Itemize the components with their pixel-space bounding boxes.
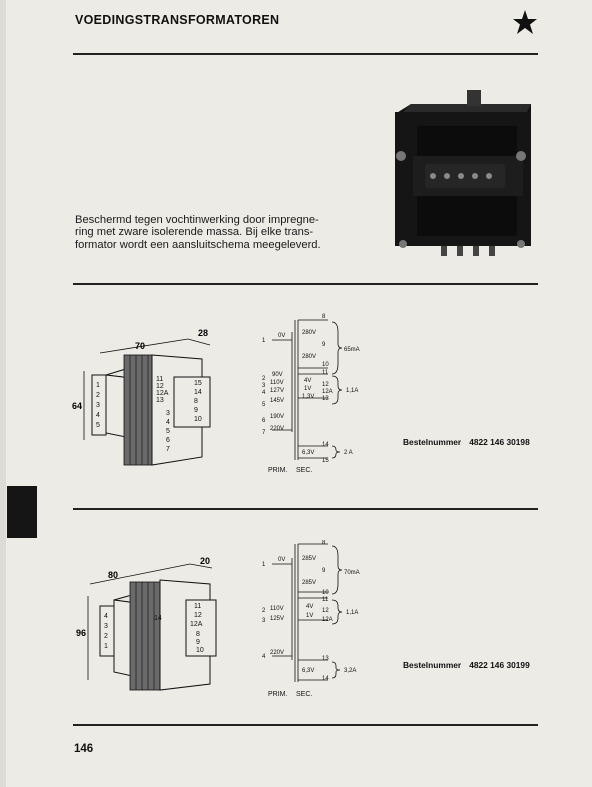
rule-mid-1 (73, 283, 538, 285)
t1-tap-220v: 220V (270, 426, 285, 432)
t1-sec-pin-12: 12 (156, 383, 164, 390)
t2-sec-label: SEC. (296, 691, 313, 698)
t1-sec-pin-8: 8 (322, 314, 326, 320)
transformer-2-schematic (258, 540, 378, 700)
t2-current-70ma: 70mA (344, 570, 360, 576)
t2-right-pin-12a: 12A (190, 621, 203, 628)
t1-sec-pin-12: 12 (322, 382, 329, 388)
section-tab (7, 486, 37, 538)
t1-prim-pin-2-label: 2 (262, 376, 266, 382)
t1-sec-pin-12a: 12A (322, 389, 333, 395)
t1-sec-pin-11: 11 (322, 370, 329, 376)
t1-sec-pin-13: 13 (156, 397, 164, 404)
t1-tap-190v: 190V (270, 414, 285, 420)
t1-prim-pin-3: 3 (166, 410, 170, 417)
t1-sec-pin-10: 10 (322, 362, 329, 368)
t2-right-pin-8: 8 (196, 631, 200, 638)
t2-sec-pin-14: 14 (322, 676, 329, 682)
t1-prim-pin-6-label: 6 (262, 418, 266, 424)
t1-front-pin-4: 4 (96, 412, 100, 419)
order-label-1: Bestelnummer (403, 437, 462, 447)
t2-tap-125v: 125V (270, 616, 285, 622)
t1-front-pin-1: 1 (96, 382, 100, 389)
t1-right-pin-15: 15 (194, 380, 202, 387)
order-label-2: Bestelnummer (403, 660, 462, 670)
t1-prim-label: PRIM. (268, 467, 288, 474)
t1-tap-110v: 110V (270, 380, 284, 386)
t1-current-1-1a: 1,1A (346, 388, 359, 394)
t2-dim-height: 96 (76, 628, 87, 638)
t2-right-pin-10: 10 (196, 647, 204, 654)
t1-right-pin-10: 10 (194, 416, 202, 423)
t2-sec-pin-11: 11 (322, 597, 329, 603)
t1-prim-pin-7: 7 (166, 446, 170, 453)
t1-current-65ma: 65mA (344, 347, 360, 353)
t1-prim-pin-1-label: 1 (262, 338, 266, 344)
t2-sec-pin-12: 12 (322, 608, 329, 614)
t2-sec-tap-1v: 1V (306, 613, 314, 619)
page-title: VOEDINGSTRANSFORMATOREN (75, 13, 280, 27)
t1-sec-pin-13: 13 (322, 396, 329, 402)
t2-left-pin-3: 3 (104, 623, 108, 630)
rule-bottom (73, 724, 538, 726)
t2-sec-tap-4v: 4V (306, 604, 314, 610)
order-line-2 (403, 660, 530, 670)
order-line-1 (403, 437, 530, 447)
t2-sec-pin-13: 13 (322, 656, 329, 662)
star-icon (512, 9, 538, 35)
t1-front-pin-3: 3 (96, 402, 100, 409)
t1-sec-pin-15: 15 (322, 458, 329, 464)
order-number-1: 4822 146 30198 (469, 437, 530, 447)
t2-current-3-2a: 3,2A (344, 668, 357, 674)
t1-tap-0v: 0V (278, 333, 286, 339)
t1-sec-label: SEC. (296, 467, 313, 474)
t1-prim-pin-5: 5 (166, 428, 170, 435)
t2-sec-tap-285v-a: 285V (302, 556, 317, 562)
t2-tap-110v: 110V (270, 606, 284, 612)
description-line-2: ring met zware isolerende massa. Bij elke trans- (75, 226, 314, 239)
t1-right-pin-9: 9 (194, 407, 198, 414)
t2-prim-pin-1-label: 1 (262, 562, 266, 568)
t1-tap-127v: 127V (270, 388, 285, 394)
t2-sec-pin-8: 8 (322, 540, 326, 546)
t1-right-pin-8: 8 (194, 398, 198, 405)
t1-dim-depth: 28 (198, 328, 209, 338)
t1-current-2a: 2 A (344, 450, 353, 456)
t2-sec-tap-285v-b: 285V (302, 580, 317, 586)
t1-prim-pin-3-label: 3 (262, 383, 266, 389)
t2-left-pin-4: 4 (104, 613, 108, 620)
t2-right-pin-11: 11 (194, 603, 202, 610)
t2-top-pin-14: 14 (154, 615, 162, 622)
t1-sec-tap-280v-a: 280V (302, 330, 317, 336)
t1-sec-pin-11: 11 (156, 376, 164, 383)
t1-prim-pin-4-label: 4 (262, 390, 266, 396)
t1-tap-145v: 145V (270, 398, 285, 404)
t1-dim-height: 64 (72, 401, 83, 411)
t2-left-pin-1: 1 (104, 643, 108, 650)
t2-dim-depth: 20 (200, 556, 211, 566)
page-number: 146 (74, 743, 94, 755)
t2-right-pin-9: 9 (196, 639, 200, 646)
t1-right-pin-14: 14 (194, 389, 202, 396)
t2-sec-pin-12a: 12A (322, 617, 333, 623)
t1-prim-pin-7-label: 7 (262, 430, 266, 436)
t1-sec-pin-12a: 12A (156, 390, 169, 397)
description-line-3: formator wordt een aansluitschema meegeleverd. (75, 238, 321, 251)
t2-tap-0v: 0V (278, 557, 286, 563)
t1-sec-tap-6-3v: 6,3V (302, 450, 315, 456)
rule-top (73, 53, 538, 55)
t1-sec-tap-1-3v: 1,3V (302, 394, 315, 400)
t2-prim-pin-4-label: 4 (262, 654, 266, 660)
t1-prim-pin-4: 4 (166, 419, 170, 426)
rule-mid-2 (73, 508, 538, 510)
t1-tap-90v: 90V (272, 372, 283, 378)
t1-prim-pin-6: 6 (166, 437, 170, 444)
t2-prim-pin-3-label: 3 (262, 618, 266, 624)
t2-prim-label: PRIM. (268, 691, 288, 698)
t2-dim-width: 80 (108, 570, 119, 580)
transformer-1-drawing (70, 325, 245, 475)
t1-sec-tap-1v: 1V (304, 386, 312, 392)
t1-front-pin-5: 5 (96, 422, 100, 429)
t1-prim-pin-5-label: 5 (262, 402, 266, 408)
t2-sec-pin-9: 9 (322, 568, 326, 574)
t2-tap-220v: 220V (270, 650, 285, 656)
t1-sec-tap-280v-b: 280V (302, 354, 317, 360)
transformer-photo (381, 86, 541, 266)
description-line-1: Beschermd tegen vochtinwerking door impregne- (75, 214, 319, 226)
t1-front-pin-2: 2 (96, 392, 100, 399)
t1-dim-width: 70 (135, 341, 146, 351)
order-number-2: 4822 146 30199 (469, 660, 530, 670)
t1-sec-tap-4v: 4V (304, 378, 312, 384)
t1-sec-pin-9: 9 (322, 342, 326, 348)
t2-sec-pin-10: 10 (322, 590, 329, 596)
t2-left-pin-2: 2 (104, 633, 108, 640)
transformer-2-drawing (72, 550, 237, 695)
t1-sec-pin-14: 14 (322, 442, 329, 448)
page-edge (0, 0, 6, 787)
t2-right-pin-12: 12 (194, 612, 202, 619)
t2-prim-pin-2-label: 2 (262, 608, 266, 614)
transformer-1-schematic (258, 312, 378, 474)
t2-sec-tap-6-3v: 6,3V (302, 668, 315, 674)
t2-current-1-1a: 1,1A (346, 610, 359, 616)
description (75, 214, 375, 251)
